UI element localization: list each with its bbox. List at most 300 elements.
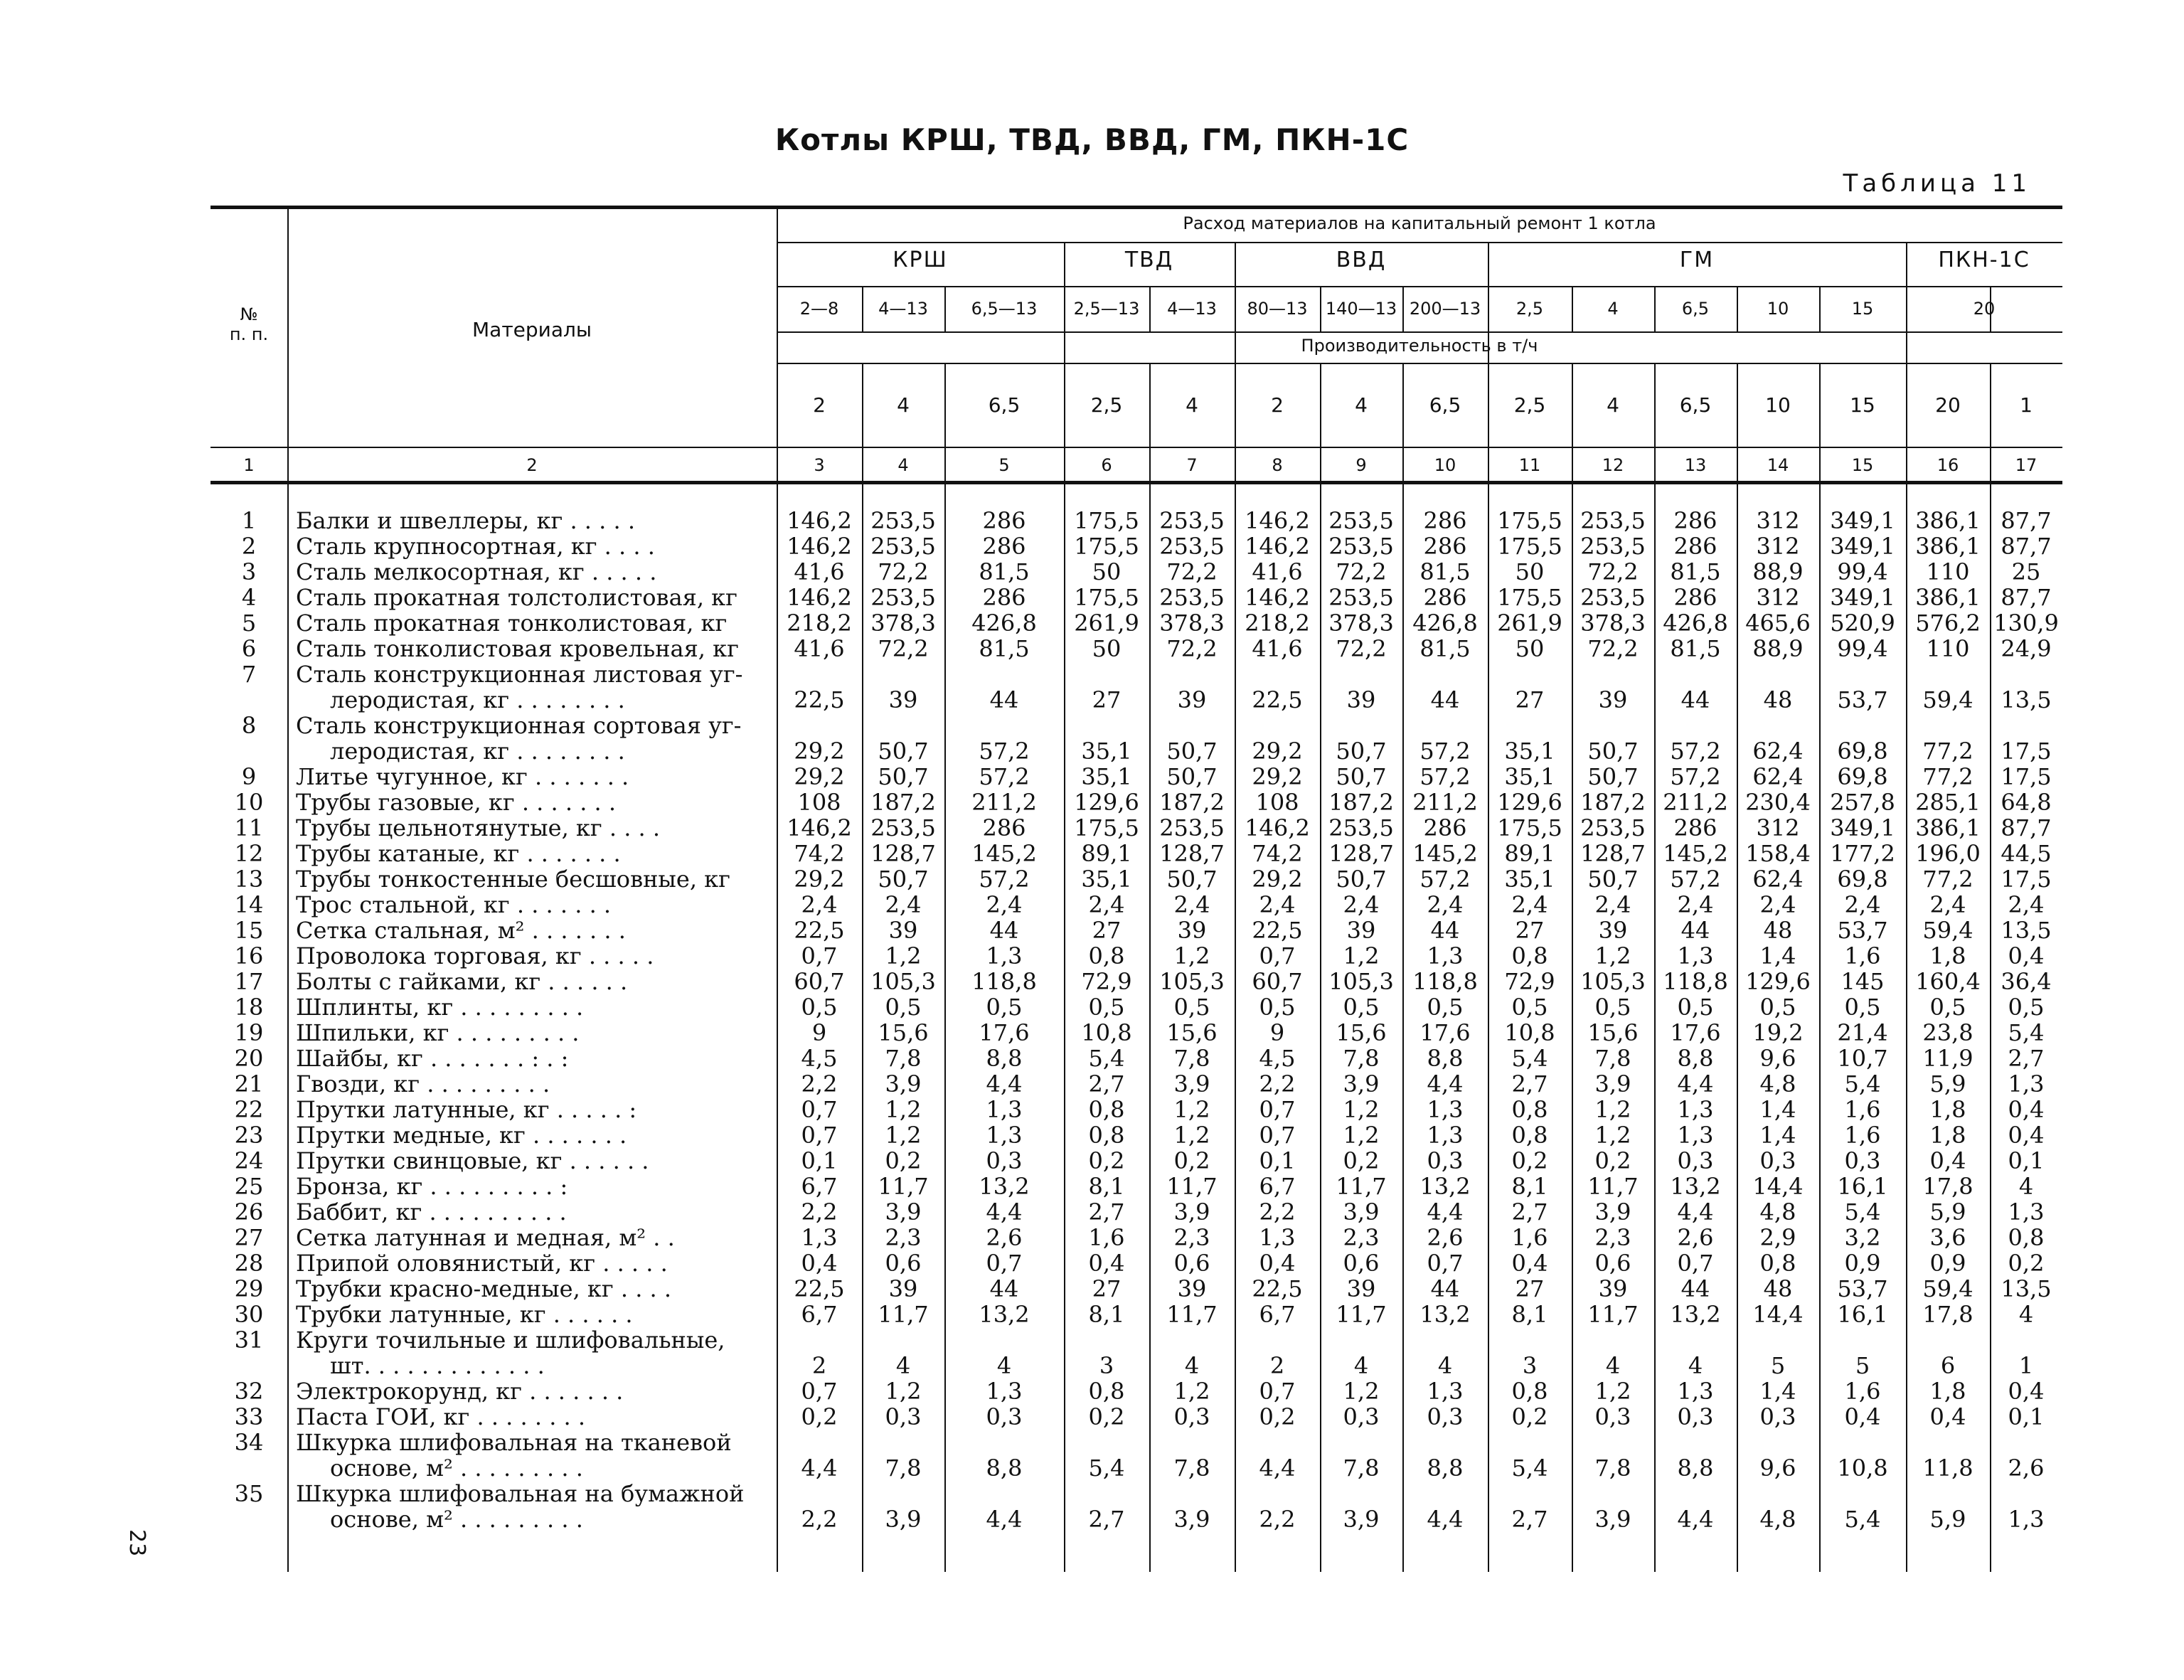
value-cell: 11,7 [1166,1301,1218,1328]
row-number: 33 [234,1403,264,1430]
column-number: 13 [1684,455,1707,475]
value-cell: 1,2 [1173,1096,1210,1123]
value-cell: 0,1 [2008,1403,2045,1430]
column-number: 12 [1602,455,1624,475]
group-header: ТВД [1124,248,1174,272]
value-cell: 3,9 [1594,1506,1631,1533]
value-cell: 72,2 [878,635,929,662]
value-cell: 253,5 [1328,584,1394,611]
value-cell: 2 [811,1352,827,1379]
value-cell: 0,5 [885,994,922,1021]
column-number: 3 [814,455,825,475]
row-number: 35 [234,1480,264,1507]
value-cell: 87,7 [2001,533,2052,560]
model-header: 4—13 [878,299,928,319]
page-title: Котлы КРШ, ТВД, ВВД, ГМ, ПКН-1С [774,122,1410,157]
value-cell: 5,4 [1844,1198,1881,1226]
value-cell: 218,2 [1245,610,1310,637]
value-cell: 59,4 [1922,917,1973,944]
value-cell: 349,1 [1830,507,1895,534]
value-cell: 41,6 [794,635,845,662]
value-cell: 286 [1673,584,1717,611]
row-number: 29 [234,1275,264,1302]
value-cell: 4,4 [1677,1070,1714,1097]
value-cell: 24,9 [2001,635,2052,662]
value-cell: 5,4 [1511,1455,1548,1482]
materials-header: Материалы [472,318,592,341]
value-cell: 5,9 [1929,1070,1966,1097]
value-cell: 15,6 [1166,1019,1218,1046]
value-cell: 8,8 [1677,1455,1714,1482]
value-cell: 145,2 [971,840,1037,867]
row-number: 9 [241,763,257,790]
value-cell: 4,4 [1259,1455,1296,1482]
value-cell: 2,4 [1929,891,1966,918]
value-cell: 1,3 [986,1122,1023,1149]
value-cell: 187,2 [1159,789,1225,816]
column-number: 7 [1186,455,1198,475]
value-cell: 8,1 [1088,1301,1125,1328]
value-cell: 1,2 [1343,1096,1380,1123]
value-cell: 1,2 [1594,1096,1631,1123]
value-cell: 2,2 [1259,1198,1296,1226]
value-cell: 253,5 [1159,584,1225,611]
value-cell: 4 [2018,1173,2034,1200]
value-cell: 22,5 [1252,686,1303,713]
value-cell: 110 [1926,558,1970,585]
row-number: 4 [241,584,257,611]
value-cell: 88,9 [1752,558,1804,585]
value-cell: 0,2 [1343,1147,1380,1174]
value-cell: 4 [996,1352,1012,1379]
productivity-value: 2 [1271,393,1284,417]
value-cell: 349,1 [1830,584,1895,611]
value-cell: 1,3 [1427,1378,1464,1405]
column-number: 2 [526,455,538,475]
value-cell: 50 [1515,635,1545,662]
value-cell: 7,8 [1173,1455,1210,1482]
value-cell: 59,4 [1922,1275,1973,1302]
value-cell: 158,4 [1745,840,1811,867]
row-number: 8 [241,712,257,739]
value-cell: 0,7 [1259,1378,1296,1405]
value-cell: 4,4 [986,1198,1023,1226]
value-cell: 211,2 [1663,789,1728,816]
value-cell: 0,8 [1511,1122,1548,1149]
row-number: 5 [241,610,257,637]
row-number: 13 [234,866,264,893]
material-name: основе, м² . . . . . . . . . [330,1506,583,1532]
model-header: 10 [1767,299,1789,319]
productivity-value: 15 [1850,393,1875,417]
value-cell: 4,4 [986,1070,1023,1097]
value-cell: 426,8 [1663,610,1728,637]
value-cell: 9 [1269,1019,1285,1046]
value-cell: 11,8 [1922,1455,1973,1482]
value-cell: 0,8 [1511,942,1548,969]
material-name: Электрокорунд, кг . . . . . . . [296,1378,624,1404]
value-cell: 211,2 [971,789,1037,816]
value-cell: 253,5 [1328,533,1394,560]
value-cell: 286 [1673,533,1717,560]
value-cell: 13,2 [979,1173,1030,1200]
value-cell: 7,8 [1594,1045,1631,1072]
value-cell: 312 [1756,533,1800,560]
column-number: 8 [1272,455,1283,475]
value-cell: 27 [1515,917,1545,944]
value-cell: 0,5 [2008,994,2045,1021]
value-cell: 0,8 [1088,1122,1125,1149]
table-label: Таблица 11 [1843,169,2031,198]
row-number: 15 [234,917,264,944]
material-name: Шпильки, кг . . . . . . . . . [296,1020,580,1046]
value-cell: 1,2 [1343,942,1380,969]
value-cell: 0,7 [801,1378,838,1405]
value-cell: 8,8 [1677,1045,1714,1072]
value-cell: 11,7 [1587,1173,1639,1200]
value-cell: 57,2 [1419,738,1471,765]
value-cell: 11,7 [878,1173,929,1200]
material-name: Прутки латунные, кг . . . . . : [296,1097,637,1122]
value-cell: 5,9 [1929,1198,1966,1226]
value-cell: 3,9 [1594,1198,1631,1226]
value-cell: 10,7 [1837,1045,1888,1072]
value-cell: 110 [1926,635,1970,662]
value-cell: 2,9 [1759,1224,1796,1251]
material-name: Баббит, кг . . . . . . . . . . [296,1199,567,1225]
value-cell: 0,4 [1844,1403,1881,1430]
value-cell: 41,6 [794,558,845,585]
value-cell: 72,2 [1587,635,1639,662]
value-cell: 87,7 [2001,814,2052,841]
value-cell: 146,2 [1245,584,1310,611]
material-name: Гвозди, кг . . . . . . . . . [296,1071,550,1097]
value-cell: 81,5 [979,635,1030,662]
value-cell: 145,2 [1663,840,1728,867]
group-header: КРШ [893,248,948,272]
value-cell: 1,2 [1173,1378,1210,1405]
value-cell: 286 [1673,507,1717,534]
value-cell: 25 [2011,558,2041,585]
value-cell: 60,7 [794,968,845,995]
value-cell: 22,5 [1252,1275,1303,1302]
value-cell: 10,8 [1081,1019,1132,1046]
value-cell: 0,8 [1511,1378,1548,1405]
value-cell: 105,3 [1580,968,1646,995]
column-number-rule [211,447,2062,448]
value-cell: 0,4 [2008,1122,2045,1149]
value-cell: 3,6 [1929,1224,1966,1251]
value-cell: 1,2 [1343,1122,1380,1149]
value-cell: 2,2 [1259,1506,1296,1533]
value-cell: 39 [1177,917,1207,944]
value-cell: 0,5 [1594,994,1631,1021]
value-cell: 53,7 [1837,1275,1888,1302]
value-cell: 378,3 [1580,610,1646,637]
value-cell: 0,4 [1511,1250,1548,1277]
value-cell: 17,6 [1670,1019,1721,1046]
column-number: 14 [1767,455,1789,475]
row-number: 16 [234,942,264,969]
value-cell: 4,4 [1677,1506,1714,1533]
value-cell: 187,2 [1328,789,1394,816]
value-cell: 7,8 [885,1045,922,1072]
value-cell: 386,1 [1915,507,1981,534]
value-cell: 175,5 [1497,814,1562,841]
material-name: Трубки красно-медные, кг . . . . [296,1276,672,1302]
value-cell: 87,7 [2001,584,2052,611]
value-cell: 1,3 [986,1096,1023,1123]
value-cell: 2,4 [1173,891,1210,918]
value-cell: 29,2 [794,866,845,893]
row-number: 6 [241,635,257,662]
value-cell: 0,4 [2008,1378,2045,1405]
value-cell: 74,2 [1252,840,1303,867]
value-cell: 3,9 [1173,1070,1210,1097]
value-cell: 286 [982,533,1026,560]
value-cell: 1,3 [1677,1096,1714,1123]
value-cell: 11,7 [1587,1301,1639,1328]
material-name: Шайбы, кг . . . . . . . : . : [296,1046,569,1071]
row-number: 27 [234,1224,264,1251]
value-cell: 0,7 [1259,1122,1296,1149]
value-cell: 16,1 [1837,1173,1888,1200]
column-number: 6 [1101,455,1112,475]
value-cell: 19,2 [1752,1019,1804,1046]
group-rule [777,286,2062,287]
value-cell: 2,4 [801,891,838,918]
value-cell: 1,3 [1677,942,1714,969]
value-cell: 257,8 [1830,789,1895,816]
value-cell: 59,4 [1922,686,1973,713]
value-cell: 2,4 [885,891,922,918]
value-cell: 0,2 [1511,1403,1548,1430]
value-cell: 0,7 [1677,1250,1714,1277]
group-header: ПКН-1С [1938,248,2030,272]
row-number: 7 [241,661,257,688]
value-cell: 2,3 [1594,1224,1631,1251]
value-cell: 2,6 [2008,1455,2045,1482]
value-cell: 0,7 [1259,942,1296,969]
value-cell: 50,7 [1336,866,1387,893]
value-cell: 0,2 [1259,1403,1296,1430]
value-cell: 286 [1673,814,1717,841]
value-cell: 286 [982,814,1026,841]
material-name: Бронза, кг . . . . . . . . . : [296,1174,568,1199]
value-cell: 253,5 [1580,584,1646,611]
value-cell: 146,2 [787,814,852,841]
value-cell: 285,1 [1915,789,1981,816]
value-cell: 0,8 [1511,1096,1548,1123]
productivity-value: 2,5 [1513,393,1546,417]
value-cell: 129,6 [1745,968,1811,995]
value-cell: 0,3 [986,1147,1023,1174]
value-cell: 5,4 [1088,1045,1125,1072]
value-cell: 1,4 [1759,942,1796,969]
value-cell: 175,5 [1497,507,1562,534]
material-name: Проволока торговая, кг . . . . . [296,943,654,969]
value-cell: 0,3 [1343,1403,1380,1430]
value-cell: 60,7 [1252,968,1303,995]
value-cell: 4,4 [986,1506,1023,1533]
value-cell: 105,3 [870,968,936,995]
value-cell: 39 [1346,917,1376,944]
value-cell: 15,6 [1587,1019,1639,1046]
value-cell: 1,2 [885,1122,922,1149]
value-cell: 6,7 [1259,1301,1296,1328]
value-cell: 2,2 [801,1070,838,1097]
value-cell: 175,5 [1074,533,1139,560]
material-name: Шкурка шлифовальная на тканевой [296,1430,732,1455]
value-cell: 9 [811,1019,827,1046]
productivity-header: Производительность в т/ч [1301,336,1538,356]
productivity-value: 6,5 [1429,393,1461,417]
productivity-value: 6,5 [988,393,1021,417]
value-cell: 378,3 [1159,610,1225,637]
value-cell: 4,4 [1427,1198,1464,1226]
header-bottom-rule [211,481,2062,484]
value-cell: 5,9 [1929,1506,1966,1533]
value-cell: 3 [1522,1352,1538,1379]
value-cell: 0,2 [1088,1147,1125,1174]
material-name: Сетка латунная и медная, м² . . [296,1225,675,1250]
group-header: ВВД [1336,248,1387,272]
value-cell: 72,2 [1336,558,1387,585]
value-cell: 6,7 [801,1173,838,1200]
value-cell: 4 [1688,1352,1703,1379]
column-number: 4 [897,455,909,475]
value-cell: 44 [1680,917,1710,944]
value-cell: 1,3 [1677,1122,1714,1149]
value-cell: 1,8 [1929,1122,1966,1149]
value-cell: 1,6 [1844,1378,1881,1405]
value-cell: 0,9 [1929,1250,1966,1277]
value-cell: 0,8 [2008,1224,2045,1251]
value-cell: 53,7 [1837,917,1888,944]
value-cell: 0,4 [2008,1096,2045,1123]
value-cell: 2,7 [1511,1070,1548,1097]
value-cell: 81,5 [1419,635,1471,662]
value-cell: 1,6 [1844,1122,1881,1149]
value-cell: 57,2 [1670,866,1721,893]
value-cell: 81,5 [1419,558,1471,585]
value-cell: 22,5 [794,1275,845,1302]
value-cell: 0,3 [1844,1147,1881,1174]
material-name: Сталь мелкосортная, кг . . . . . [296,559,657,585]
value-cell: 17,6 [1419,1019,1471,1046]
value-cell: 50,7 [1336,738,1387,765]
value-cell: 4,4 [801,1455,838,1482]
value-cell: 48 [1763,1275,1793,1302]
consumption-header: Расход материалов на капитальный ремонт 1 котла [1183,213,1656,233]
value-cell: 7,8 [1343,1455,1380,1482]
value-cell: 39 [888,686,918,713]
value-cell: 5,4 [1844,1506,1881,1533]
material-name: Литье чугунное, кг . . . . . . . [296,764,629,790]
value-cell: 118,8 [1412,968,1478,995]
row-number-header: № п. п. [229,304,269,344]
value-cell: 386,1 [1915,584,1981,611]
value-cell: 2,2 [801,1198,838,1226]
value-cell: 145 [1841,968,1885,995]
material-name: Сталь прокатная толстолистовая, кг [296,585,737,610]
value-cell: 44 [1430,686,1460,713]
value-cell: 253,5 [1328,814,1394,841]
value-cell: 11,7 [878,1301,929,1328]
value-cell: 5,4 [1511,1045,1548,1072]
value-cell: 2,4 [1759,891,1796,918]
model-header: 2—8 [799,299,839,319]
column-number: 17 [2015,455,2037,475]
value-cell: 5,4 [1088,1455,1125,1482]
column-number: 10 [1434,455,1456,475]
value-cell: 5,4 [2008,1019,2045,1046]
value-cell: 1,6 [1511,1224,1548,1251]
row-number: 17 [234,968,264,995]
model-header: 4—13 [1167,299,1217,319]
material-name: Болты с гайками, кг . . . . . . [296,969,628,994]
column-number: 5 [998,455,1010,475]
material-name: Прутки медные, кг . . . . . . . [296,1122,627,1148]
value-cell: 118,8 [971,968,1037,995]
material-name: Сетка стальная, м² . . . . . . . [296,918,626,943]
value-cell: 16,1 [1837,1301,1888,1328]
value-cell: 11,7 [1166,1173,1218,1200]
value-cell: 253,5 [870,584,936,611]
value-cell: 0,4 [801,1250,838,1277]
value-cell: 1,8 [1929,942,1966,969]
value-cell: 29,2 [1252,763,1303,790]
value-cell: 4,8 [1759,1198,1796,1226]
value-cell: 1,3 [1427,942,1464,969]
value-cell: 1,6 [1844,942,1881,969]
value-cell: 13,5 [2001,917,2052,944]
value-cell: 230,4 [1745,789,1811,816]
productivity-value: 4 [1186,393,1198,417]
value-cell: 44 [1680,1275,1710,1302]
value-cell: 39 [888,1275,918,1302]
value-cell: 72,2 [1587,558,1639,585]
value-cell: 2,4 [1343,891,1380,918]
value-cell: 36,4 [2001,968,2052,995]
model-header: 6,5 [1681,299,1710,319]
row-number: 30 [234,1301,264,1328]
value-cell: 1,2 [885,1378,922,1405]
value-cell: 0,8 [1759,1250,1796,1277]
value-cell: 2,7 [2008,1045,2045,1072]
value-cell: 50,7 [1166,866,1218,893]
value-cell: 74,2 [794,840,845,867]
value-cell: 7,8 [1594,1455,1631,1482]
value-cell: 378,3 [870,610,936,637]
material-name: Сталь прокатная тонколистовая, кг [296,610,728,636]
row-number: 31 [234,1327,264,1354]
value-cell: 175,5 [1074,507,1139,534]
value-cell: 35,1 [1504,866,1555,893]
value-cell: 1,2 [885,942,922,969]
page-number: 23 [124,1529,149,1557]
value-cell: 0,8 [1088,1378,1125,1405]
value-cell: 2,7 [1511,1506,1548,1533]
value-cell: 6 [1940,1352,1956,1379]
value-cell: 50,7 [878,763,929,790]
productivity-value: 4 [897,393,910,417]
value-cell: 2,7 [1088,1198,1125,1226]
value-cell: 9,6 [1759,1045,1796,1072]
value-cell: 187,2 [870,789,936,816]
value-cell: 0,7 [1427,1250,1464,1277]
row-number: 24 [234,1147,264,1174]
